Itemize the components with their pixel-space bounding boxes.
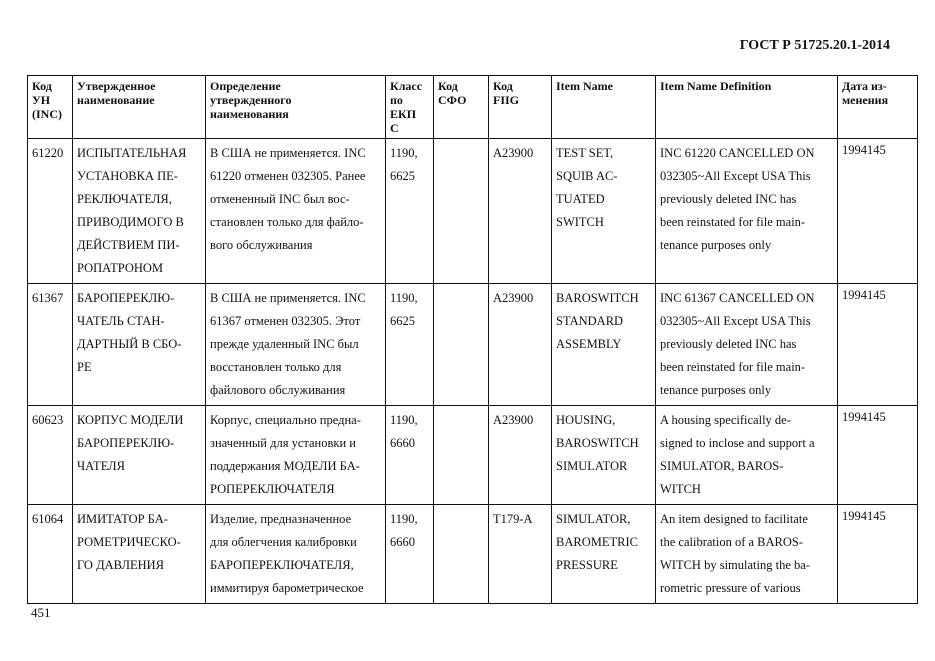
cell-text-line: 61064 <box>32 512 64 526</box>
cell-text-line: В США не применяется. INC <box>210 146 366 160</box>
cell-text-line: INC 61220 CANCELLED ON <box>660 146 815 160</box>
column-header-change-date <box>838 76 918 139</box>
header-text-line: Item Name <box>556 79 613 93</box>
definition-cell <box>206 139 386 284</box>
cell-text-line: BAROSWITCH <box>556 291 639 305</box>
cell-text-line: been reinstated for file main- <box>660 360 806 374</box>
cell-text-line: для облегчения калибровки <box>210 535 357 549</box>
cell-text-line: 1190, <box>390 512 418 526</box>
column-header-item-name-definition <box>656 76 838 139</box>
cell-text-line: РЕ <box>77 360 92 374</box>
cell-text-line: signed to inclose and support a <box>660 436 815 450</box>
cell-text-line: previously deleted INC has <box>660 192 797 206</box>
cell-text-line: A23900 <box>493 146 534 160</box>
column-header-approved-name <box>73 76 206 139</box>
item-name-cell <box>552 406 656 505</box>
cell-text-line: Изделие, предназначенное <box>210 512 352 526</box>
cell-text-line: ИСПЫТАТЕЛЬНАЯ <box>77 146 187 160</box>
cell-text-line: 6625 <box>390 314 415 328</box>
cell-text-line: A23900 <box>493 413 534 427</box>
cell-text-line: STANDARD <box>556 314 624 328</box>
change-date-cell <box>838 284 918 406</box>
header-text-line: (INC) <box>32 107 62 121</box>
item-name-definition-cell <box>656 139 838 284</box>
cell-text-line: HOUSING, <box>556 413 616 427</box>
table-header-row <box>28 76 918 139</box>
header-text-line: ЕКП <box>390 107 417 121</box>
sfo-cell <box>434 139 489 284</box>
item-name-definition-cell <box>656 505 838 604</box>
cell-text-line: 032305~All Except USA This <box>660 314 811 328</box>
cell-text-line: ДАРТНЫЙ В СБО- <box>77 337 182 351</box>
cell-text-line: the calibration of a BAROS- <box>660 535 804 549</box>
header-text-line: наименование <box>77 93 155 107</box>
cell-text-line: ГО ДАВЛЕНИЯ <box>77 558 164 572</box>
item-name-cell <box>552 505 656 604</box>
cell-text-line: 1994145 <box>842 410 886 424</box>
cell-text-line: значенный для установки и <box>210 436 356 450</box>
header-text-line: менения <box>842 93 889 107</box>
cell-text-line: 1190, <box>390 413 418 427</box>
cell-text-line: A housing specifically de- <box>660 413 791 427</box>
header-text-line: наименования <box>210 107 289 121</box>
cell-text-line: файлового обслуживания <box>210 383 346 397</box>
header-text-line: Item Name Definition <box>660 79 772 93</box>
cell-text-line: SIMULATOR <box>556 459 628 473</box>
cell-text-line: РОПЕРЕКЛЮЧАТЕЛЯ <box>210 482 335 496</box>
cell-text-line: 61367 отменен 032305. Этот <box>210 314 361 328</box>
column-header-item-name <box>552 76 656 139</box>
definition-cell <box>206 505 386 604</box>
header-text-line: СФО <box>438 93 467 107</box>
header-text-line: Определение <box>210 79 281 93</box>
cell-text-line: tenance purposes only <box>660 238 772 252</box>
cell-text-line: TUATED <box>556 192 605 206</box>
table-row <box>28 505 918 604</box>
cell-text-line: INC 61367 CANCELLED ON <box>660 291 815 305</box>
fiig-cell <box>489 505 552 604</box>
header-text-line: С <box>390 121 399 135</box>
definition-cell <box>206 284 386 406</box>
header-text-line: Утвержденное <box>77 79 156 93</box>
cell-text-line: ЧАТЕЛЯ <box>77 459 125 473</box>
cell-text-line: 61367 <box>32 291 64 305</box>
code-cell <box>28 284 73 406</box>
cell-text-line: 032305~All Except USA This <box>660 169 811 183</box>
cell-text-line: становлен только для файло- <box>210 215 364 229</box>
code-cell <box>28 505 73 604</box>
cell-text-line: 1994145 <box>842 288 886 302</box>
cell-text-line: В США не применяется. INC <box>210 291 366 305</box>
change-date-cell <box>838 406 918 505</box>
sfo-cell <box>434 284 489 406</box>
cell-text-line: прежде удаленный INC был <box>210 337 359 351</box>
cell-text-line: ЧАТЕЛЬ СТАН- <box>77 314 165 328</box>
item-table <box>27 75 918 604</box>
cell-text-line: вого обслуживания <box>210 238 313 252</box>
cell-text-line: отмененный INC был вос- <box>210 192 350 206</box>
cell-text-line: 60623 <box>32 413 64 427</box>
cell-text-line: БАРОПЕРЕКЛЮ- <box>77 436 175 450</box>
cell-text-line: BAROMETRIC <box>556 535 638 549</box>
cell-text-line: ДЕЙСТВИЕМ ПИ- <box>77 238 180 252</box>
document-code: ГОСТ Р 51725.20.1-2014 <box>739 38 890 53</box>
header-text-line: УН <box>32 93 51 107</box>
sfo-cell <box>434 406 489 505</box>
approved-name-cell <box>73 284 206 406</box>
cell-text-line: 1190, <box>390 291 418 305</box>
class-cell <box>386 505 434 604</box>
code-cell <box>28 139 73 284</box>
cell-text-line: PRESSURE <box>556 558 618 572</box>
column-header-class <box>386 76 434 139</box>
item-name-definition-cell <box>656 284 838 406</box>
header-text-line: Класс <box>390 79 423 93</box>
table-row <box>28 406 918 505</box>
header-text-line: Код <box>493 79 513 93</box>
cell-text-line: иммитируя барометрическое <box>210 581 364 595</box>
header-text-line: FIIG <box>493 93 520 107</box>
cell-text-line: rometric pressure of various <box>660 581 801 595</box>
cell-text-line: Корпус, специально предна- <box>210 413 361 427</box>
header-text-line: Код <box>438 79 458 93</box>
column-header-definition <box>206 76 386 139</box>
cell-text-line: SWITCH <box>556 215 604 229</box>
cell-text-line: ASSEMBLY <box>556 337 622 351</box>
cell-text-line: 6660 <box>390 436 415 450</box>
cell-text-line: 1994145 <box>842 509 886 523</box>
cell-text-line: SIMULATOR, BAROS- <box>660 459 784 473</box>
cell-text-line: WITCH by simulating the ba- <box>660 558 810 572</box>
cell-text-line: восстановлен только для <box>210 360 342 374</box>
cell-text-line: БАРОПЕРЕКЛЮ- <box>77 291 175 305</box>
column-header-fiig <box>489 76 552 139</box>
change-date-cell <box>838 139 918 284</box>
cell-text-line: 6660 <box>390 535 415 549</box>
header-text-line: по <box>390 93 403 107</box>
cell-text-line: КОРПУС МОДЕЛИ <box>77 413 184 427</box>
approved-name-cell <box>73 505 206 604</box>
cell-text-line: An item designed to facilitate <box>660 512 808 526</box>
cell-text-line: SIMULATOR, <box>556 512 631 526</box>
cell-text-line: A23900 <box>493 291 534 305</box>
column-header-sfo <box>434 76 489 139</box>
cell-text-line: РЕКЛЮЧАТЕЛЯ, <box>77 192 172 206</box>
code-cell <box>28 406 73 505</box>
cell-text-line: TEST SET, <box>556 146 614 160</box>
item-name-cell <box>552 284 656 406</box>
cell-text-line: 6625 <box>390 169 415 183</box>
fiig-cell <box>489 139 552 284</box>
cell-text-line: 1994145 <box>842 143 886 157</box>
class-cell <box>386 139 434 284</box>
cell-text-line: BAROSWITCH <box>556 436 639 450</box>
table-body <box>28 139 918 604</box>
cell-text-line: поддержания МОДЕЛИ БА- <box>210 459 360 473</box>
change-date-cell <box>838 505 918 604</box>
sfo-cell <box>434 505 489 604</box>
cell-text-line: ИМИТАТОР БА- <box>77 512 168 526</box>
header-text-line: Код <box>32 79 52 93</box>
cell-text-line: БАРОПЕРЕКЛЮЧАТЕЛЯ, <box>210 558 354 572</box>
approved-name-cell <box>73 139 206 284</box>
cell-text-line: УСТАНОВКА ПЕ- <box>77 169 178 183</box>
cell-text-line: 61220 отменен 032305. Ранее <box>210 169 366 183</box>
approved-name-cell <box>73 406 206 505</box>
cell-text-line: T179-A <box>493 512 533 526</box>
fiig-cell <box>489 284 552 406</box>
cell-text-line: tenance purposes only <box>660 383 772 397</box>
column-header-code <box>28 76 73 139</box>
cell-text-line: РОПАТРОНОМ <box>77 261 164 275</box>
table-row <box>28 284 918 406</box>
cell-text-line: WITCH <box>660 482 701 496</box>
fiig-cell <box>489 406 552 505</box>
cell-text-line: SQUIB AC- <box>556 169 618 183</box>
cell-text-line: 61220 <box>32 146 64 160</box>
item-name-definition-cell <box>656 406 838 505</box>
cell-text-line: ПРИВОДИМОГО В <box>77 215 184 229</box>
class-cell <box>386 284 434 406</box>
table-row <box>28 139 918 284</box>
class-cell <box>386 406 434 505</box>
cell-text-line: РОМЕТРИЧЕСКО- <box>77 535 181 549</box>
header-text-line: Дата из- <box>842 79 887 93</box>
item-name-cell <box>552 139 656 284</box>
header-text-line: утвержденного <box>210 93 292 107</box>
cell-text-line: been reinstated for file main- <box>660 215 806 229</box>
definition-cell <box>206 406 386 505</box>
cell-text-line: previously deleted INC has <box>660 337 797 351</box>
page-number: 451 <box>31 605 51 620</box>
cell-text-line: 1190, <box>390 146 418 160</box>
